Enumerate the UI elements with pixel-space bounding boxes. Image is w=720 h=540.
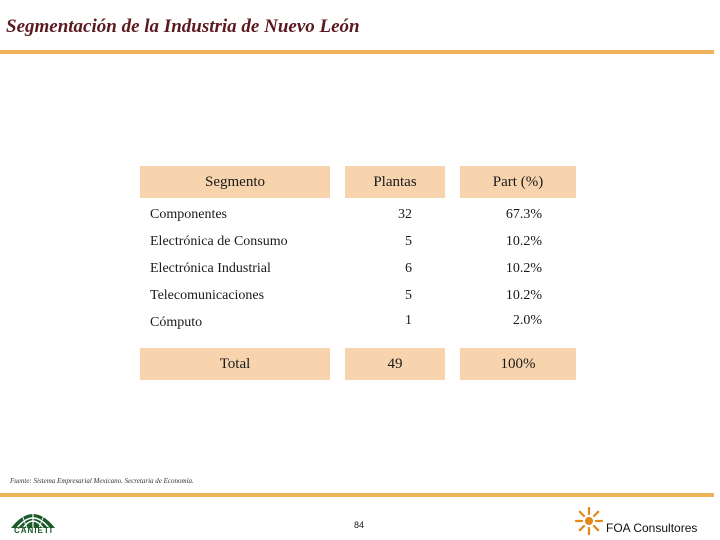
row-plants: 32: [398, 207, 412, 222]
slide-title: Segmentación de la Industria de Nuevo León: [6, 16, 360, 37]
page-number: 84: [354, 520, 365, 530]
row-segment: Cómputo: [150, 315, 203, 330]
row-share: 10.2%: [505, 234, 542, 249]
row-share: 10.2%: [505, 261, 542, 276]
row-segment: Componentes: [150, 207, 227, 222]
row-segment: Electrónica Industrial: [150, 261, 271, 276]
header-segment: Segmento: [140, 166, 330, 198]
row-plants: 1: [405, 313, 412, 328]
row-plants: 5: [405, 288, 412, 303]
total-plants: 49: [345, 348, 445, 380]
row-segment: Telecomunicaciones: [150, 288, 265, 303]
header-plants: Plantas: [345, 166, 445, 198]
total-share: 100%: [460, 348, 576, 380]
row-share: 67.3%: [505, 207, 542, 222]
canieti-wordmark: CANIETI: [14, 526, 53, 535]
total-label: Total: [140, 348, 330, 380]
row-share: 10.2%: [505, 288, 542, 303]
row-plants: 6: [405, 261, 412, 276]
row-share: 2.0%: [512, 313, 542, 328]
title-rule: [0, 50, 714, 54]
header-share: Part (%): [460, 166, 576, 198]
bottom-rule: [0, 493, 714, 497]
row-segment: Electrónica de Consumo: [150, 234, 288, 249]
source-note: Fuente: Sistema Empresarial Mexicano. Secretaría de Economía.: [10, 477, 194, 485]
foa-wordmark: FOA Consultores: [606, 521, 698, 535]
row-plants: 5: [405, 234, 412, 249]
foa-sun-icon: [574, 506, 604, 536]
